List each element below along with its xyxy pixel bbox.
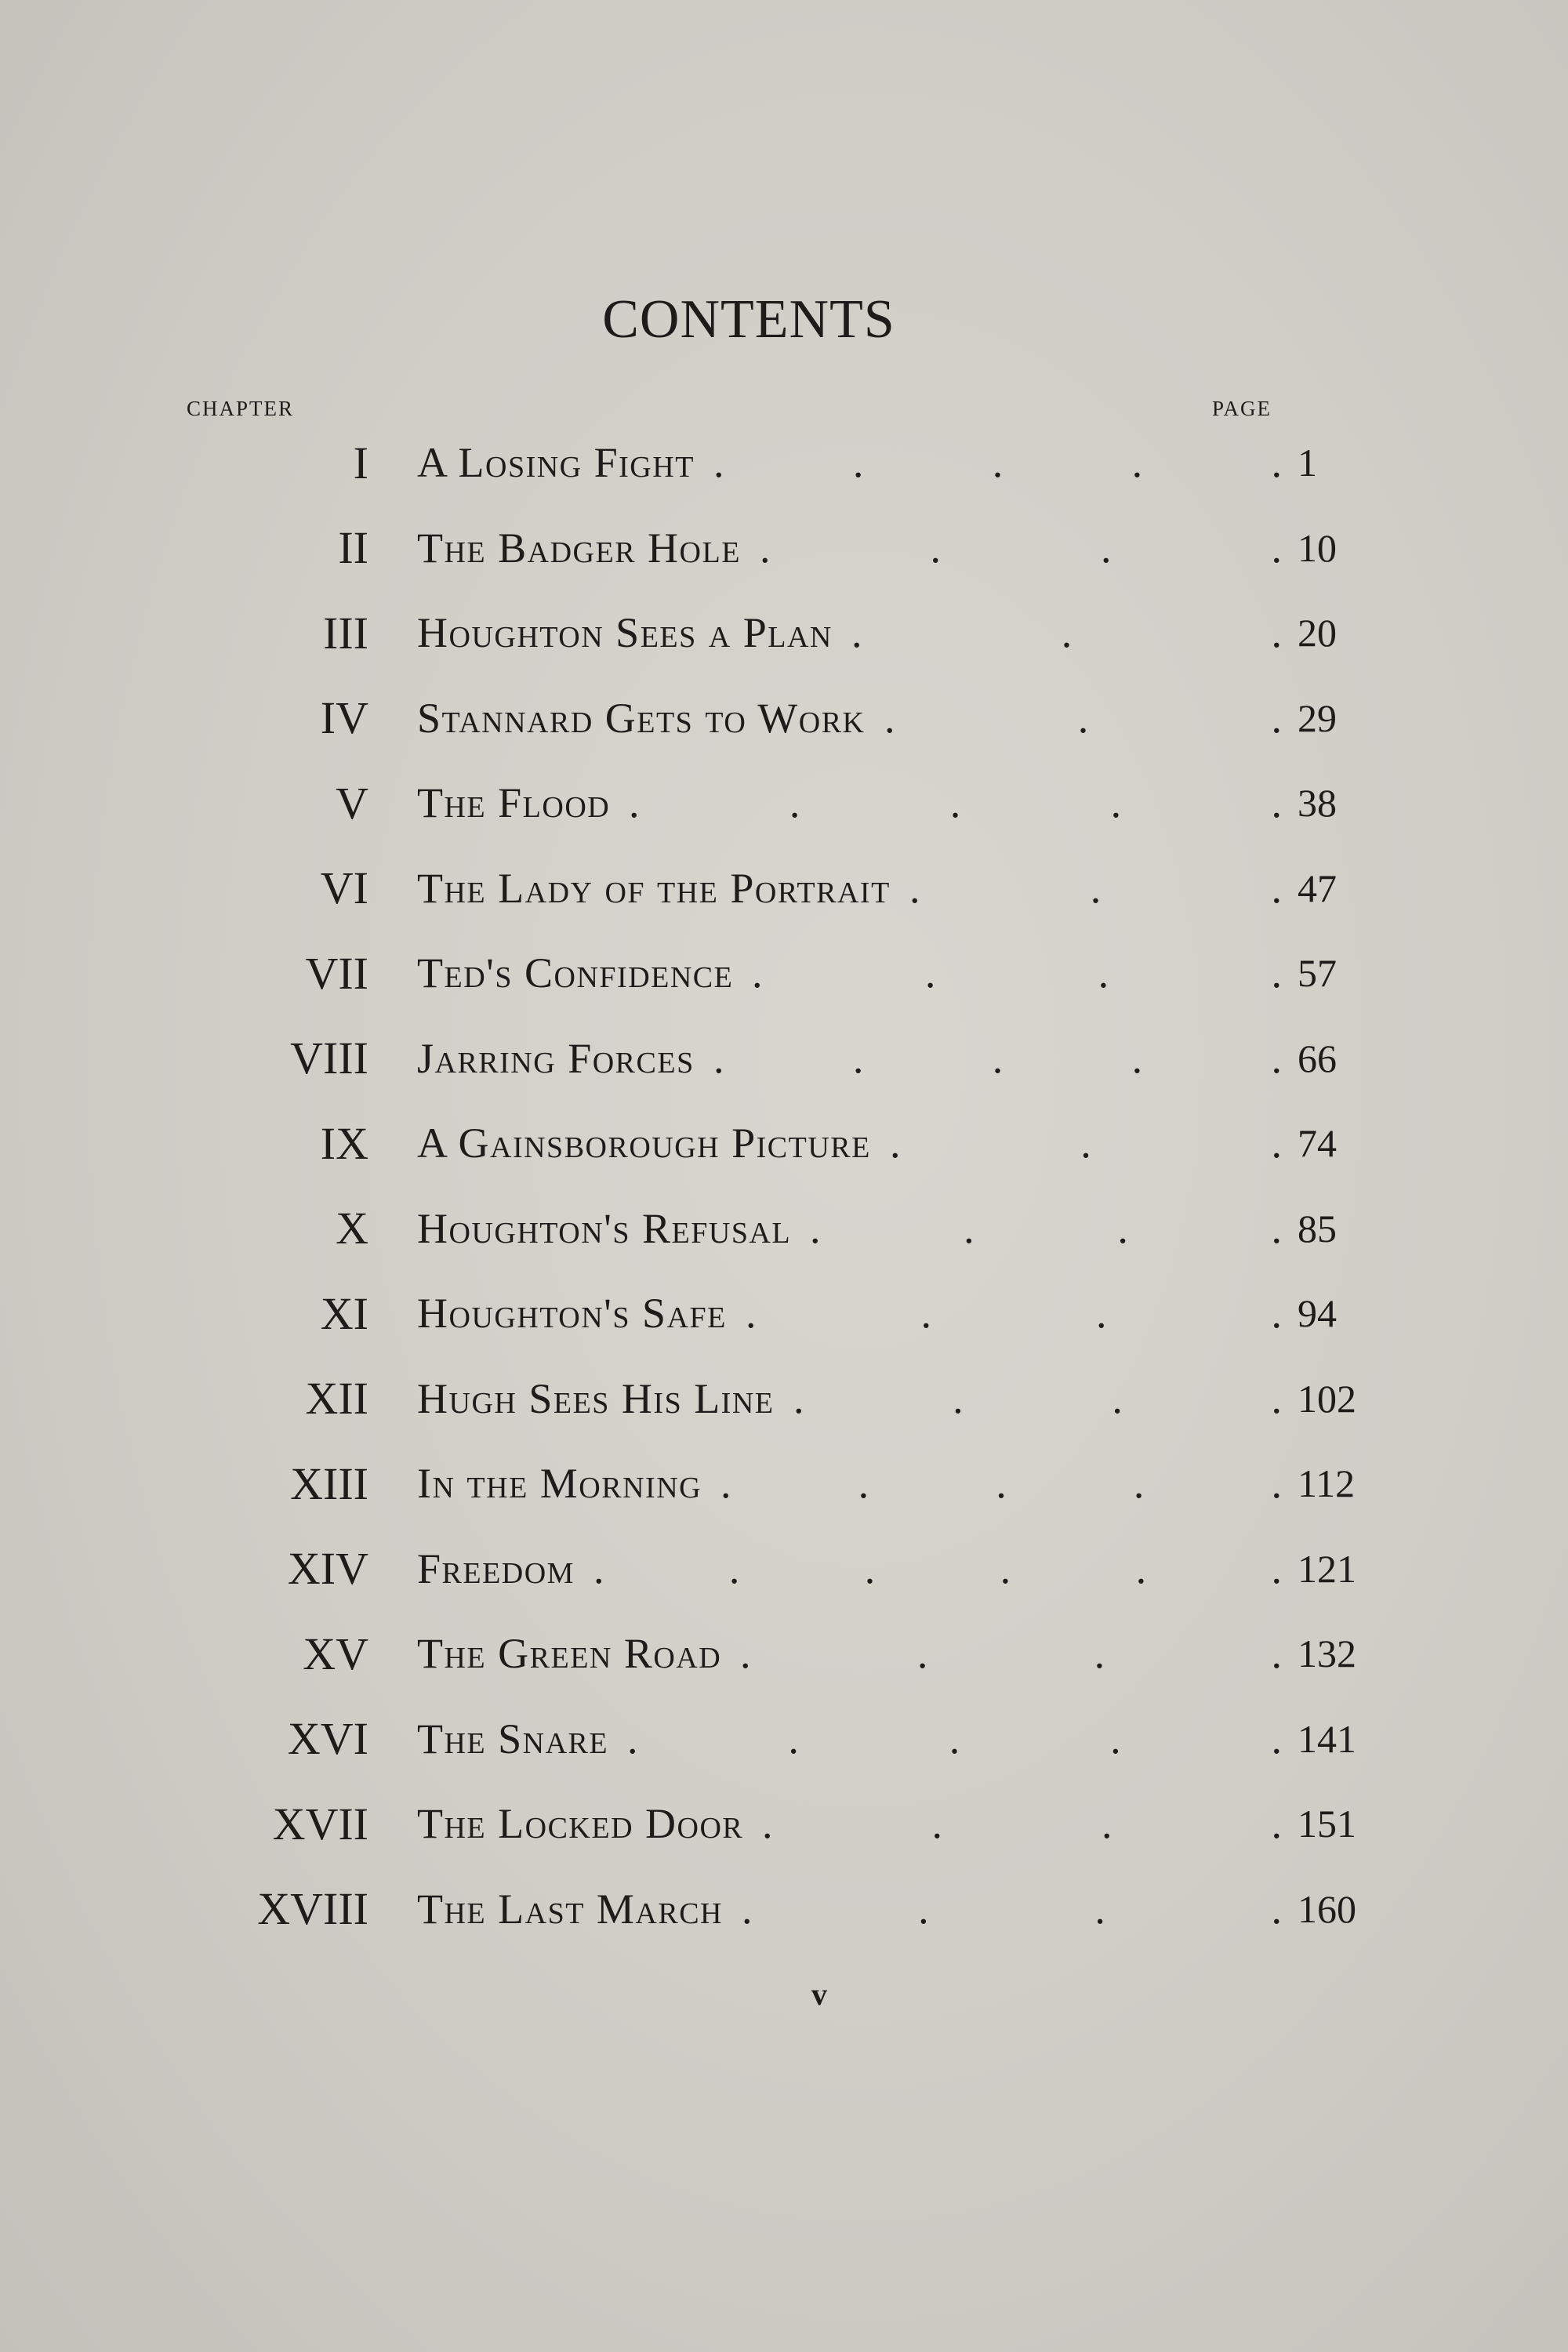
chapter-number: XVII	[272, 1798, 368, 1849]
chapter-title: In the Morning	[417, 1460, 702, 1507]
dot-leader: . . . .	[762, 1800, 1282, 1847]
table-of-contents	[0, 423, 1568, 1976]
chapter-column-header: chapter	[187, 390, 295, 423]
chapter-title: The Snare	[417, 1715, 609, 1762]
chapter-number: I	[353, 437, 368, 488]
page-number: 132	[1298, 1632, 1356, 1675]
chapter-title: The Lady of the Portrait	[417, 864, 891, 912]
toc-entry	[0, 934, 1568, 1012]
page-number: 38	[1298, 781, 1337, 825]
chapter-title: Houghton's Refusal	[417, 1204, 792, 1252]
chapter-title: A Gainsborough Picture	[417, 1120, 871, 1167]
toc-entry	[0, 423, 1568, 502]
chapter-number: V	[336, 777, 368, 829]
page-number: 29	[1298, 695, 1337, 740]
toc-entry	[0, 1530, 1568, 1608]
chapter-title: Stannard Gets to Work	[417, 694, 866, 742]
page-column-header: page	[1212, 390, 1272, 423]
chapter-number: XVI	[287, 1713, 368, 1764]
chapter-number: II	[338, 522, 368, 573]
chapter-number: XII	[305, 1373, 368, 1424]
dot-leader: . . .	[890, 1120, 1282, 1167]
chapter-title: Freedom	[417, 1544, 575, 1592]
chapter-number: XIII	[290, 1457, 368, 1509]
chapter-title: The Last March	[417, 1885, 724, 1933]
chapter-title: The Locked Door	[417, 1800, 744, 1847]
dot-leader: . . .	[851, 609, 1282, 656]
chapter-title: Houghton Sees a Plan	[417, 609, 833, 656]
chapter-number: X	[336, 1203, 368, 1254]
dot-leader: . . . . . .	[593, 1544, 1282, 1592]
chapter-number: XV	[303, 1628, 368, 1679]
page-number: 160	[1298, 1886, 1356, 1931]
toc-entry	[0, 764, 1568, 842]
page-folio: v	[811, 1976, 827, 2012]
chapter-number: VIII	[290, 1033, 368, 1083]
dot-leader: . . . . .	[629, 779, 1282, 826]
dot-leader: . . . .	[752, 949, 1282, 996]
dot-leader: . . . . .	[713, 1034, 1282, 1082]
page-number: 151	[1298, 1802, 1356, 1846]
dot-leader: . . . .	[746, 1290, 1282, 1337]
chapter-title: Houghton's Safe	[417, 1290, 727, 1337]
dot-leader: . . . .	[810, 1204, 1282, 1252]
contents-title: CONTENTS	[602, 289, 895, 350]
toc-entry	[0, 509, 1568, 587]
toc-entry	[0, 1784, 1568, 1863]
chapter-number: IX	[320, 1117, 368, 1169]
dot-leader: . . .	[884, 694, 1282, 742]
chapter-title: The Badger Hole	[417, 524, 741, 572]
toc-entry	[0, 593, 1568, 672]
chapter-title: A Losing Fight	[417, 439, 695, 486]
page-number: 57	[1298, 951, 1337, 995]
page-number: 10	[1298, 525, 1337, 570]
chapter-title: The Green Road	[417, 1630, 722, 1677]
toc-entry	[0, 1104, 1568, 1182]
toc-entry	[0, 679, 1568, 757]
page-number: 94	[1298, 1291, 1337, 1335]
page-number: 66	[1298, 1036, 1337, 1080]
chapter-title: Ted's Confidence	[417, 949, 734, 996]
toc-entry	[0, 1444, 1568, 1523]
toc-entry	[0, 1359, 1568, 1438]
toc-entry	[0, 1870, 1568, 1948]
toc-entry	[0, 849, 1568, 927]
page-number: 47	[1298, 866, 1337, 910]
dot-leader: . . . .	[742, 1885, 1282, 1933]
toc-entry	[0, 1274, 1568, 1352]
chapter-number: XVIII	[257, 1883, 368, 1934]
chapter-number: IV	[320, 692, 368, 743]
chapter-number: III	[323, 607, 368, 659]
page-number: 1	[1298, 441, 1317, 485]
page-number: 112	[1298, 1461, 1356, 1505]
page-number: 121	[1298, 1546, 1356, 1591]
page-number: 20	[1298, 611, 1337, 655]
chapter-title: Jarring Forces	[417, 1034, 695, 1082]
dot-leader: . . . . .	[713, 439, 1282, 486]
toc-entry	[0, 1700, 1568, 1778]
toc-entry	[0, 1019, 1568, 1098]
dot-leader: . . . .	[760, 524, 1282, 572]
chapter-number: VI	[320, 862, 368, 913]
chapter-title: Hugh Sees His Line	[417, 1374, 775, 1422]
dot-leader: . . . . .	[720, 1460, 1282, 1507]
toc-entry	[0, 1614, 1568, 1693]
chapter-title: The Flood	[417, 779, 611, 826]
chapter-number: VII	[305, 947, 368, 999]
chapter-number: XIV	[287, 1543, 368, 1594]
page-number: 74	[1298, 1121, 1337, 1165]
page-number: 141	[1298, 1716, 1356, 1761]
chapter-number: XI	[320, 1287, 368, 1339]
toc-entry	[0, 1189, 1568, 1268]
dot-leader: . . . .	[793, 1374, 1282, 1422]
dot-leader: . . . .	[740, 1630, 1282, 1677]
page-number: 102	[1298, 1376, 1356, 1421]
page-number: 85	[1298, 1206, 1337, 1250]
dot-leader: . . .	[909, 864, 1282, 912]
dot-leader: . . . . .	[627, 1715, 1282, 1762]
